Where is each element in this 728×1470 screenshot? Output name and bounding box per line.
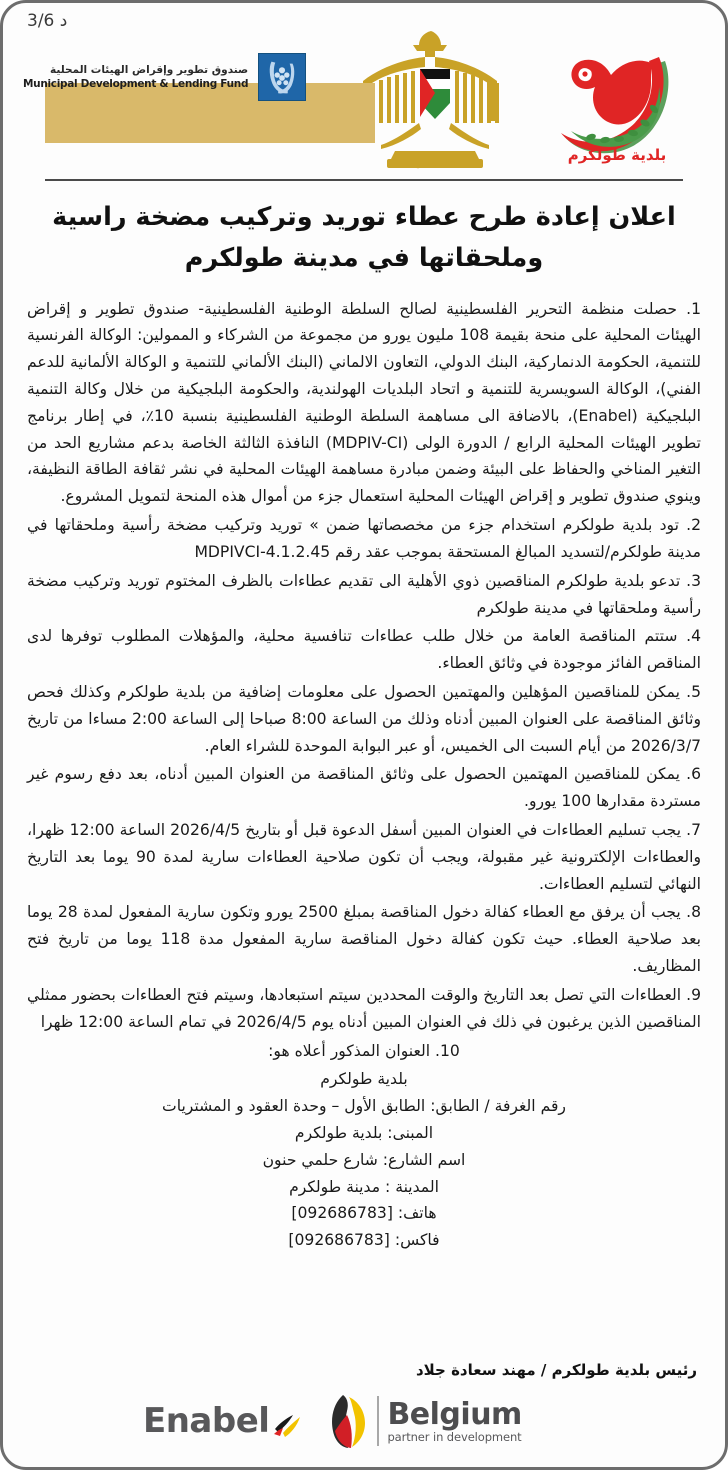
paragraph-9: 9. العطاءات التي تصل بعد التاريخ والوقت المحددين سيتم استبعادها، وسيتم فتح العطاءات بحضور ممثلي المناقصين الذين يرغبون في ذلك في العنوان المبين أدناه يوم 2026/4/5 في تمام الساعة 12:00 ظهرا [27,985,701,1031]
mdlf-english-name: Municipal Development & Lending Fund [23,78,249,90]
paragraph-2: 2. تود بلدية طولكرم استخدام جزء من مخصصاتها ضمن » توريد وتركيب مضخة رأسية وملحقاتها في مدينة طولكرم/لتسديد المبالغ المستحقة بموجب عقد رقم MDPIVCI-4.1.2.45 [27,516,701,561]
address-fax: فاكس: [092686783] [288,1231,440,1250]
belgium-tagline: partner in development [387,1429,522,1444]
mdlf-logo-block [23,53,306,101]
tulkarm-municipality-logo-icon [547,27,687,167]
document-header [23,25,705,175]
footer-partner-logos [143,1393,522,1449]
enabel-mark-icon [271,1407,301,1441]
paragraph-10: 10. العنوان المذكور أعلاه هو: [268,1041,460,1060]
address-building: المبنى: بلدية طولكرم [294,1123,434,1142]
address-block [27,1066,701,1254]
page-title [37,197,691,280]
announcement-body [27,296,701,1254]
mdlf-badge-icon [258,53,306,101]
signature-line: رئيس بلدية طولكرم / مهند سعادة جلاد [415,1361,697,1379]
document-footer [3,1353,725,1461]
address-entity: بلدية طولكرم [320,1070,408,1089]
address-room-floor: رقم الغرفة / الطابق: الطابق الأول – وحدة العقود و المشتريات [162,1097,566,1116]
svg-text:فلسطين: فلسطين [414,158,456,169]
paragraph-6: 6. يمكن للمناقصين المهتمين الحصول على وثائق المناقصة من العنوان المبين أدناه، بعد دفع رسوم غير مستردة مقدارها 100 يورو. [27,765,701,811]
belgium-wordmark: Belgium [387,1397,522,1433]
title-line-1: اعلان إعادة طرح عطاء توريد وتركيب مضخة راسية [52,202,676,232]
title-line-2: وملحقاتها في مدينة طولكرم [184,243,544,274]
enabel-logo [143,1401,301,1441]
header-divider [45,179,683,181]
paragraph-5: 5. يمكن للمناقصين المؤهلين والمهتمين الحصول على معلومات إضافية من بلدية طولكرم وكذلك فحص وثائق المناقصة على العنوان المبين أدناه وذلك من الساعة 8:00 صباحا إلى الساعة 2:00 مساءا من تاريخ 2026/3/7 من أيام السبت الى الخميس، أو عبر البوابة الموحدة للشراء العام. [27,682,701,755]
paragraph-4: 4. ستتم المناقصة العامة من خلال طلب عطاءات تنافسية محلية، والمؤهلات المطلوب توفرها لدى المناقص الفائز موجودة في وثائق العطاء. [27,627,701,673]
paragraph-8: 8. يجب أن يرفق مع العطاء كفالة دخول المناقصة بمبلغ 2500 يورو وتكون سارية المفعول لمدة 28 يوما بعد صلاحية العطاء. حيث تكون كفالة دخول المناقصة سارية المفعول مدة 118 يوما من تاريخ فتح المظاريف. [27,903,701,976]
paragraph-7: 7. يجب تسليم العطاءات في العنوان المبين أسفل الدعوة قبل أو بتاريخ 2026/4/5 الساعة 12:00 ظهرا، والعطاءات الإلكترونية غير مقبولة، ويجب أن تكون صلاحية العطاءات سارية لمدة 90 يوما بعد التاريخ النهائي لتسليم العطاءات. [27,821,702,893]
address-phone: هاتف: [092686783] [291,1204,437,1223]
page-marker: د 3/6 [27,11,68,31]
svg-text:بلدية طولكرم: بلدية طولكرم [567,146,667,164]
address-city: المدينة : مدينة طولكرم [289,1177,439,1196]
belgium-divider [377,1396,379,1446]
belgium-logo [325,1393,521,1449]
mdlf-arabic-name: صندوق تطوير وإقراض الهيئات المحلية [50,63,249,76]
paragraph-1: 1. حصلت منظمة التحرير الفلسطينية لصالح السلطة الوطنية الفلسطينية- صندوق تطوير و إقراض الهيئات المحلية على منحة بقيمة 108 مليون يورو من مجموعة من الشركاء و الممولين: الوكالة الفرنسية للتنمية، الحكومة الدنماركية، البنك الدولي، التعاون الالماني (البنك الألماني للتنمية و الوكالة الألمانية للدعم الفني)، الوكالة السويسرية للتنمية و اتحاد البلديات الهولندية، والحكومة البلجيكية من خلال وكالة التنمية البلجيكية (Enabel)، بالاضافة الى مساهمة السلطة الوطنية الفلسطينية بنسبة 10٪، في إطار برنامج تطوير الهيئات المحلية الرابع / الدورة الولى (MDPIV-CI) النافذة الثالثة الخاصة بدعم مشاريع الحد من التغير المناخي والحفاظ على البيئة وضمن مبادرة مساهمة الهيئات المحلية في نشر ثقافة الطاقة النظيفة، وينوي صندوق تطوير و إقراض الهيئات المحلية استعمال جزء من أموال هذه المنحة لتمويل المشروع. [27,299,701,506]
paragraph-3: 3. تدعو بلدية طولكرم المناقصين ذوي الأهلية الى تقديم عطاءات بالظرف المختوم توريد وتركيب مضخة رأسية وملحقاتها في مدينة طولكرم [27,571,701,617]
enabel-wordmark: Enabel [143,1401,270,1441]
belgium-mark-icon [325,1393,369,1449]
address-street: اسم الشارع: شارع حلمي حنون [262,1150,466,1169]
